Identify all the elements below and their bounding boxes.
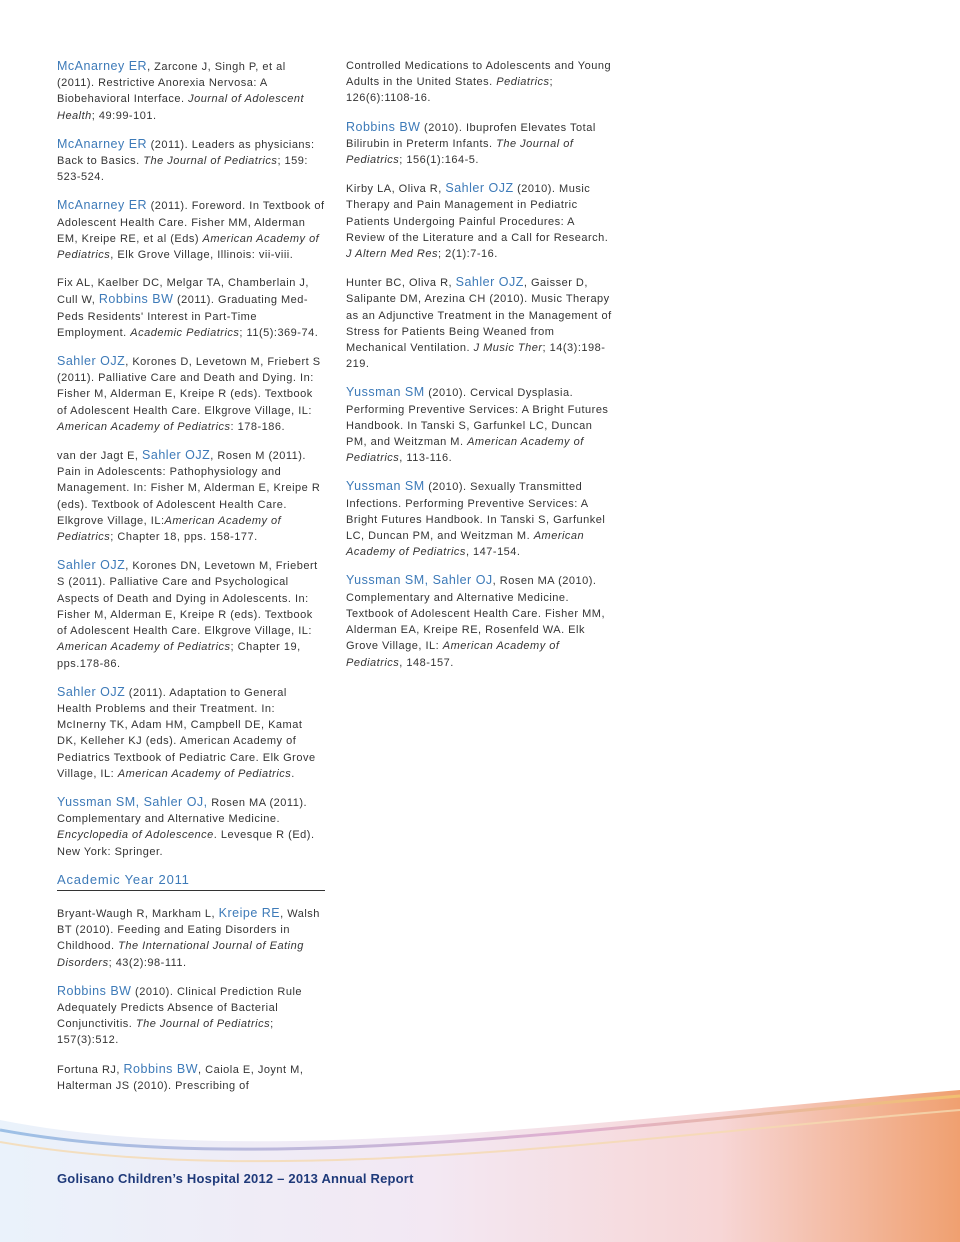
reference-citation: ; 126(6):1108-16. [346,76,554,105]
reference-entry [57,905,325,971]
journal-name: J Altern Med Res [346,248,438,261]
reference-entry [346,180,616,262]
reference-entry [57,136,325,186]
highlighted-author: Sahler OJZ [445,181,514,196]
journal-name: American Academy of Pediatrics [57,641,231,654]
journal-name: Pediatrics [496,76,550,89]
reference-text: (2010). Clinical Prediction Rule Adequately Predicts Absence of Bacterial Conjunctivitis. [57,985,303,1031]
reference-entry [57,447,325,545]
highlighted-author: McAnarney ER [57,136,148,151]
highlighted-author: Sahler OJZ [455,275,524,290]
reference-authors: van der Jagt E, [57,450,143,463]
reference-entry [57,794,325,860]
reference-text: , Zarcone J, Singh P, et al (2011). Restrictive Anorexia Nervosa: A Biobehavioral Interface. [57,61,286,106]
reference-entry [57,275,325,341]
journal-name: American Academy of Pediatrics [57,232,320,262]
highlighted-author: Yussman SM [346,479,425,494]
reference-text: (2010). Ibuprofen Elevates Total Bilirubin in Preterm Infants. [346,121,596,150]
reference-text: , Korones D, Levetown M, Friebert S (2011). Palliative Care and Death and Dying. In: Fisher M, Alderman E, Kreipe R (eds). Textbook of Adolescent Health Care. Elkgrove Village, IL: [57,356,321,417]
reference-citation: ; Chapter 18, pps. 158-177. [110,531,258,544]
reference-citation: , 147-154. [465,546,521,559]
highlighted-author: Robbins BW [98,292,174,307]
journal-name: American Academy of Pediatrics [346,640,560,669]
reference-authors: Fortuna RJ, [57,1063,124,1076]
highlighted-author: Sahler OJZ [57,354,126,369]
reference-citation: ; 2(1):7-16. [437,248,498,261]
highlighted-author: McAnarney ER [57,59,148,73]
journal-name: American Academy of Pediatrics [57,420,231,433]
highlighted-author: Sahler OJZ [57,558,126,573]
reference-entry [57,684,325,782]
reference-text: , Rosen M (2011). Pain in Adolescents: Pathophysiology and Management. In: Fisher M, Alderman E, Kreipe R (eds). Textbook of Adolescent Health Care. Elkgrove Village, IL: [57,450,321,527]
highlighted-author: Yussman SM, Sahler OJ [346,573,493,588]
reference-citation: , 148-157. [399,656,454,669]
reference-citation: : 178-186. [230,420,286,433]
journal-name: The Journal of Pediatrics [143,155,278,168]
reference-text: (2011). Leaders as physicians: Back to Basics. [57,138,315,168]
journal-name: Encyclopedia of Adolescence [57,829,214,842]
reference-text: , Walsh BT (2010). Feeding and Eating Disorders in Childhood. [57,907,320,953]
journal-name: Journal of Adolescent Health [57,93,305,122]
reference-authors: Fix AL, Kaelber DC, Melgar TA, Chamberlain J, Cull W, [57,277,309,307]
reference-text: (2010). Music Therapy and Pain Management in Pediatric Patients Undergoing Painful Procedures: A Review of the Literature and a Call for Research. [346,183,609,244]
reference-text: , Gaisser D, Salipante DM, Arezina CH (2010). Music Therapy as an Adjunctive Treatment in the Management of Stress for Patients Being Weaned from Mechanical Ventilation. [346,277,612,355]
reference-citation: ; 159: 523-524. [57,155,308,184]
reference-text: Rosen MA (2011). Complementary and Alternative Medicine. [57,796,308,826]
reference-authors: Bryant-Waugh R, Markham L, [57,907,219,920]
reference-entry [57,197,325,263]
right-column [346,58,616,683]
reference-text: , Korones DN, Levetown M, Friebert S (2011). Palliative Care and Psychological Aspects of Death and Dying in Adolescents. In: Fisher M, Alderman E, Kreipe R (eds). Textbook of Adolescent Health Care. Elkgrove Village, IL: [57,560,318,638]
reference-entry [346,274,616,372]
journal-name: Academic Pediatrics [130,326,240,339]
reference-text: (2011). Graduating Med-Peds Residents' Interest in Part-Time Employment. [57,294,309,339]
reference-entry [57,983,325,1049]
reference-citation: ; 49:99-101. [91,109,157,122]
left-column [57,58,325,1106]
highlighted-author: Sahler OJZ [142,448,211,463]
highlighted-author: McAnarney ER [57,198,148,213]
reference-authors: Kirby LA, Oliva R, [346,183,446,196]
footer-title: Golisano Children’s Hospital 2012 – 2013 Annual Report [57,1171,414,1186]
reference-citation: , Elk Grove Village, Illinois: vii-viii. [110,249,294,262]
reference-entry [346,58,616,107]
reference-text: (2010). Cervical Dysplasia. Performing Preventive Services: A Bright Futures Handbook. In Tanski S, Garfunkel LC, Duncan PM, and Weitzman M. [346,387,609,449]
reference-text: (2010). Sexually Transmitted Infections. Performing Preventive Services: A Bright Futures Handbook. In Tanski S, Garfunkel LC, Duncan PM, and Weitzman M. [346,481,606,543]
reference-citation: ; 43(2):98-111. [108,956,187,969]
reference-text: , Rosen MA (2010). Complementary and Alternative Medicine. Textbook of Adolescent Health Care. Fisher MM, Alderman EA, Kreipe RE, Rosenfeld WA. Elk Grove Village, IL: [346,575,605,653]
reference-entry [57,557,325,671]
reference-entry [57,58,325,124]
reference-citation: ; Chapter 19, pps.178-86. [57,641,301,670]
journal-name: The Journal of Pediatrics [346,137,574,167]
reference-entry [346,478,616,560]
journal-name: The Journal of Pediatrics [135,1018,271,1031]
reference-text: (2011). Foreword. In Textbook of Adolescent Health Care. Fisher MM, Alderman EM, Kreipe RE, et al (Eds) [57,200,325,245]
reference-text: , Caiola E, Joynt M, Halterman JS (2010). Prescribing of [57,1063,304,1092]
reference-citation: ; 157(3):512. [57,1018,274,1047]
highlighted-author: Kreipe RE [218,905,281,920]
reference-entry [346,384,616,466]
reference-citation: ; 14(3):198-219. [346,342,606,371]
reference-authors: Hunter BC, Oliva R, [346,277,456,290]
highlighted-author: Yussman SM, Sahler OJ, [57,794,208,809]
highlighted-author: Sahler OJZ [57,684,126,699]
journal-name: The International Journal of Eating Disorders [57,940,304,969]
reference-citation: . Levesque R (Ed). New York: Springer. [57,829,315,858]
journal-name: American Academy of Pediatrics [346,530,585,559]
highlighted-author: Robbins BW [123,1061,199,1076]
journal-name: American Academy of Pediatrics [346,436,584,465]
highlighted-author: Robbins BW [346,119,421,134]
highlighted-author: Yussman SM [346,385,425,400]
reference-entry [346,119,616,169]
reference-citation: ; 11(5):369-74. [239,326,319,339]
journal-name: J Music Ther [473,342,543,355]
reference-entry [346,572,616,670]
highlighted-author: Robbins BW [57,983,132,998]
reference-text: Controlled Medications to Adolescents and Young Adults in the United States. [346,60,612,89]
journal-name: American Academy of Pediatrics [117,767,292,780]
journal-name: American Academy of Pediatrics [57,514,282,544]
reference-entry [57,353,325,435]
reference-text: (2011). Adaptation to General Health Problems and their Treatment. In: McInerny TK, Adam HM, Campbell DE, Kamat DK, Kelleher KJ (eds). American Academy of Pediatrics Textbook of Pediatric Care. Elk Grove Village, IL: [57,686,316,780]
reference-citation: ; 156(1):164-5. [399,154,479,167]
section-heading: Academic Year 2011 [57,872,325,891]
reference-citation: , 113-116. [399,452,453,465]
reference-entry [57,1061,325,1094]
reference-citation: . [291,767,295,780]
